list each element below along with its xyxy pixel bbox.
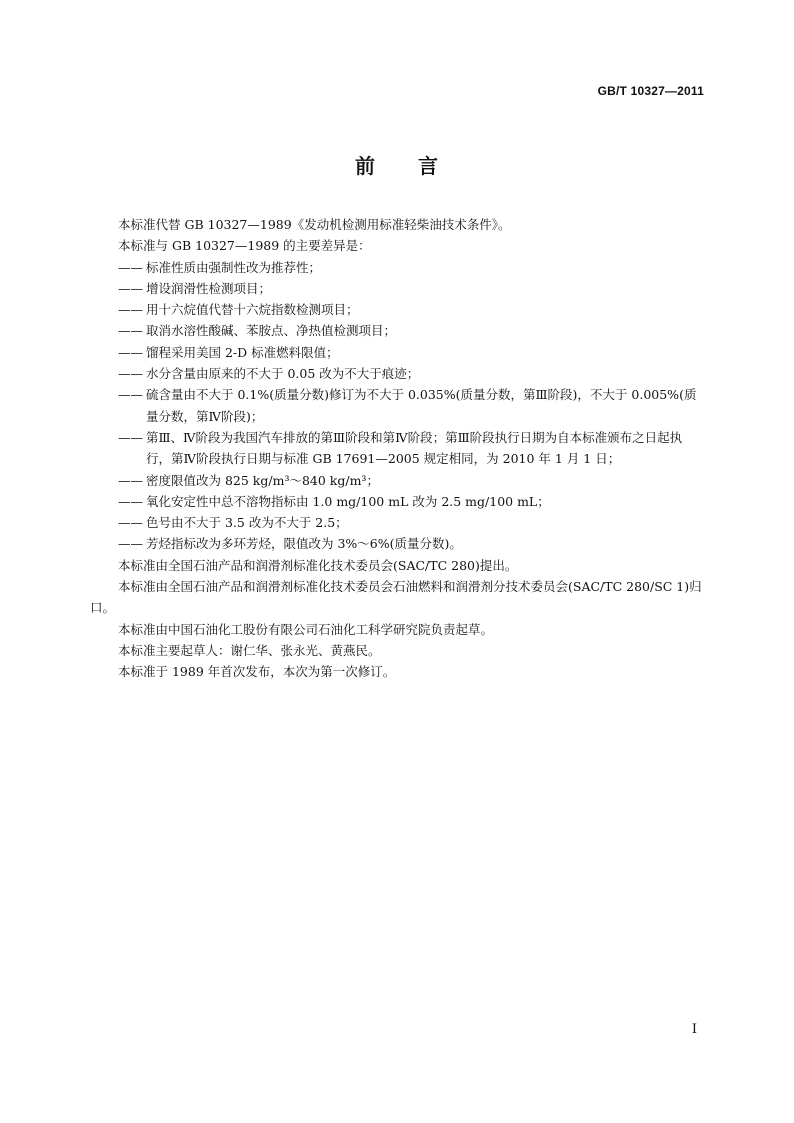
page-number: Ⅰ — [691, 1022, 697, 1037]
list-item — [90, 257, 706, 278]
document-body — [90, 214, 706, 683]
dash-marker: —— — [118, 259, 143, 275]
paragraph-differences-intro: 本标准与 GB 10327—1989 的主要差异是： — [118, 238, 371, 254]
dash-marker: —— — [118, 344, 143, 360]
list-item — [90, 384, 706, 427]
paragraph-drafted-by: 本标准由中国石油化工股份有限公司石油化工科学研究院负责起草。 — [118, 621, 494, 637]
list-item-text: 增设润滑性检测项目； — [146, 280, 272, 296]
list-item-text: 取消水溶性酸碱、苯胺点、净热值检测项目； — [146, 323, 397, 339]
dash-marker: —— — [118, 515, 143, 531]
list-item — [90, 491, 706, 512]
list-item-text: 芳烃指标改为多环芳烃，限值改为 3%～6%(质量分数)。 — [146, 536, 462, 552]
list-item-text: 氧化安定性中总不溶物指标由 1.0 mg/100 mL 改为 2.5 mg/100 mL； — [146, 493, 550, 509]
list-item — [90, 299, 706, 320]
dash-marker: —— — [118, 323, 143, 339]
list-item — [90, 320, 706, 341]
dash-marker: —— — [118, 387, 143, 403]
dash-marker: —— — [118, 280, 143, 296]
list-item — [90, 278, 706, 299]
standard-code: GB/T 10327—2011 — [597, 84, 704, 98]
paragraph-administered-by: 本标准由全国石油产品和润滑剂标准化技术委员会石油燃料和润滑剂分技术委员会(SAC/TC 280/SC 1)归口。 — [90, 579, 702, 616]
list-item-text: 色号由不大于 3.5 改为不大于 2.5； — [146, 515, 348, 531]
list-item — [90, 470, 706, 491]
dash-marker: —— — [118, 302, 143, 318]
paragraph-history: 本标准于 1989 年首次发布，本次为第一次修订。 — [118, 664, 396, 680]
dash-marker: —— — [118, 536, 143, 552]
dash-marker: —— — [118, 366, 143, 382]
list-item-text: 馏程采用美国 2-D 标准燃料限值； — [146, 344, 339, 360]
list-item — [90, 427, 706, 470]
dash-marker: —— — [118, 493, 143, 509]
list-item-text: 密度限值改为 825 kg/m³～840 kg/m³； — [146, 472, 379, 488]
list-item-text: 用十六烷值代替十六烷指数检测项目； — [146, 302, 359, 318]
dash-marker: —— — [118, 472, 143, 488]
paragraph-drafters: 本标准主要起草人：谢仁华、张永光、黄燕民。 — [118, 642, 381, 658]
list-item — [90, 342, 706, 363]
list-item-text: 水分含量由原来的不大于 0.05 改为不大于痕迹； — [146, 366, 420, 382]
page-title: 前 言 — [355, 154, 439, 178]
paragraph-replaces: 本标准代替 GB 10327—1989《发动机检测用标准轻柴油技术条件》。 — [118, 217, 511, 232]
list-item-text: 标准性质由强制性改为推荐性； — [146, 259, 322, 275]
list-item — [90, 363, 706, 384]
list-item — [90, 512, 706, 533]
list-item-text: 硫含量由不大于 0.1%(质量分数)修订为不大于 0.035%(质量分数，第Ⅲ阶段)，不大于 0.005%(质量分数，第Ⅳ阶段)； — [146, 387, 697, 424]
paragraph-proposed-by: 本标准由全国石油产品和润滑剂标准化技术委员会(SAC/TC 280)提出。 — [118, 557, 518, 573]
list-item-text: 第Ⅲ、Ⅳ阶段为我国汽车排放的第Ⅲ阶段和第Ⅳ阶段；第Ⅲ阶段执行日期为自本标准颁布之日起执行，第Ⅳ阶段执行日期与标准 GB 17691—2005 规定相同，为 2010 年 1 月 1 日； — [146, 429, 683, 467]
dash-marker: —— — [118, 429, 143, 445]
list-item — [90, 533, 706, 554]
